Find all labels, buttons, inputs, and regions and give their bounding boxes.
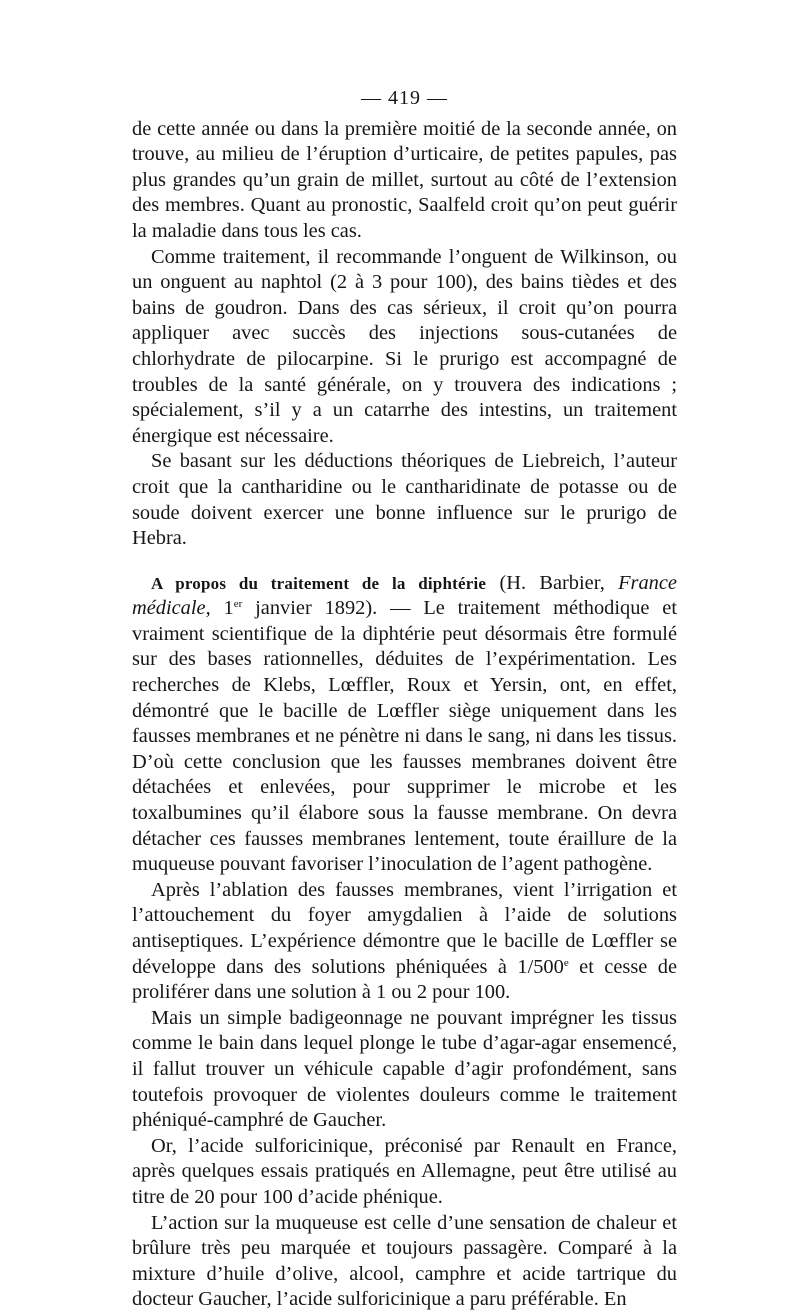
paragraph-action: L’action sur la muqueuse est celle d’une sensation de chaleur et brûlure très peu marquée et toujours passagère. Comparé à la mixture d’huile d’olive, alcool, camphre et acide tartrique du docteur Gaucher, l’acide sulforicinique a paru préférable. En xyxy=(132,1211,677,1311)
paragraph-1: de cette année ou dans la première moitié de la seconde année, on trouve, au milieu de l’éruption d’urticaire, de petites papules, pas plus grandes qu’un grain de millet, surtout au côté de l’extension des membres. Quant au pronostic, Saalfeld croit qu’on peut guérir la maladie dans tous les cas. xyxy=(132,117,677,242)
dilution-sup: e xyxy=(563,956,569,969)
section-gap xyxy=(132,552,677,571)
paragraph-3: Se basant sur les déductions théoriques de Liebreich, l’auteur croit que la cantharidine ou le cantharidinate de potasse ou de soude doivent exercer une bonne influence sur le prurigo de Hebra. xyxy=(132,450,677,550)
paragraph-sulforicinique: Or, l’acide sulforicinique, préconisé par Renault en France, après quelques essais pratiqués en Allemagne, peut être utilisé au titre de 20 pour 100 d’acide phénique. xyxy=(132,1134,677,1208)
section-journal: France médicale xyxy=(132,571,677,620)
section-body: janvier 1892). — Le traitement méthodique et vraiment scientifique de la diphtérie peut désormais être formulé sur des bases rationnelles, déduites de l’expérimentation. Les recherches de Klebs, Lœffler, Roux et Yersin, ont, en effet, démontré que le bacille de Lœffler siège uniquement dans les fausses membranes et ne pénètre ni dans le sang, ni dans les tissus. D’où cette conclusion que les fausses membranes doivent être détachées et enlevées, pour supprimer le microbe et les toxalbumines qu’il élabore sous la fausse membrane. On devra détacher ces fausses membranes lentement, toute éraillure de la muqueuse pouvant favoriser l’inoculation de l’agent pathogène. xyxy=(132,597,677,876)
section-title: A propos du traitement de la diphtérie xyxy=(151,573,487,593)
paragraph-2: Comme traitement, il recommande l’onguent de Wilkinson, ou un onguent au naphtol (2 à 3 pour 100), des bains tièdes et des bains de goudron. Dans des cas sérieux, il croit qu’on pourra appliquer avec succès des injections sous-cutanées de chlorhydrate de pilocarpine. Si le prurigo est accompagné de troubles de la santé générale, on y trouvera des indications ; spécialement, s’il y a un catarrhe des intestins, un traitement énergique est nécessaire. xyxy=(132,245,677,447)
paragraph-dilution xyxy=(132,878,677,1006)
dilution-text-before: Après l’ablation des fausses membranes, vient l’irrigation et l’attouchement du foyer amygdalien à l’aide de solutions antiseptiques. L’expérience démontre que le bacille de Lœffler se développe dans des solutions phéniquées à 1/500 xyxy=(132,878,677,978)
section-paragraph xyxy=(132,571,677,878)
paragraph-badigeonnage: Mais un simple badigeonnage ne pouvant imprégner les tissus comme le bain dans lequel plonge le tube d’agar-agar ensemencé, il fallut trouver un véhicule capable d’agir profondément, sans toutefois provoquer de violentes douleurs comme le traitement phéniqué-camphré de Gaucher. xyxy=(132,1006,677,1132)
section-date-day: , 1 xyxy=(205,597,234,620)
dilution-text-after: et cesse de proliférer dans une solution à 1 ou 2 pour 100. xyxy=(132,955,677,1004)
page-number: — 419 — xyxy=(361,87,448,109)
section-author: (H. Barbier, xyxy=(486,571,619,594)
section-date-sup: er xyxy=(233,598,243,611)
document-page xyxy=(132,86,677,1313)
